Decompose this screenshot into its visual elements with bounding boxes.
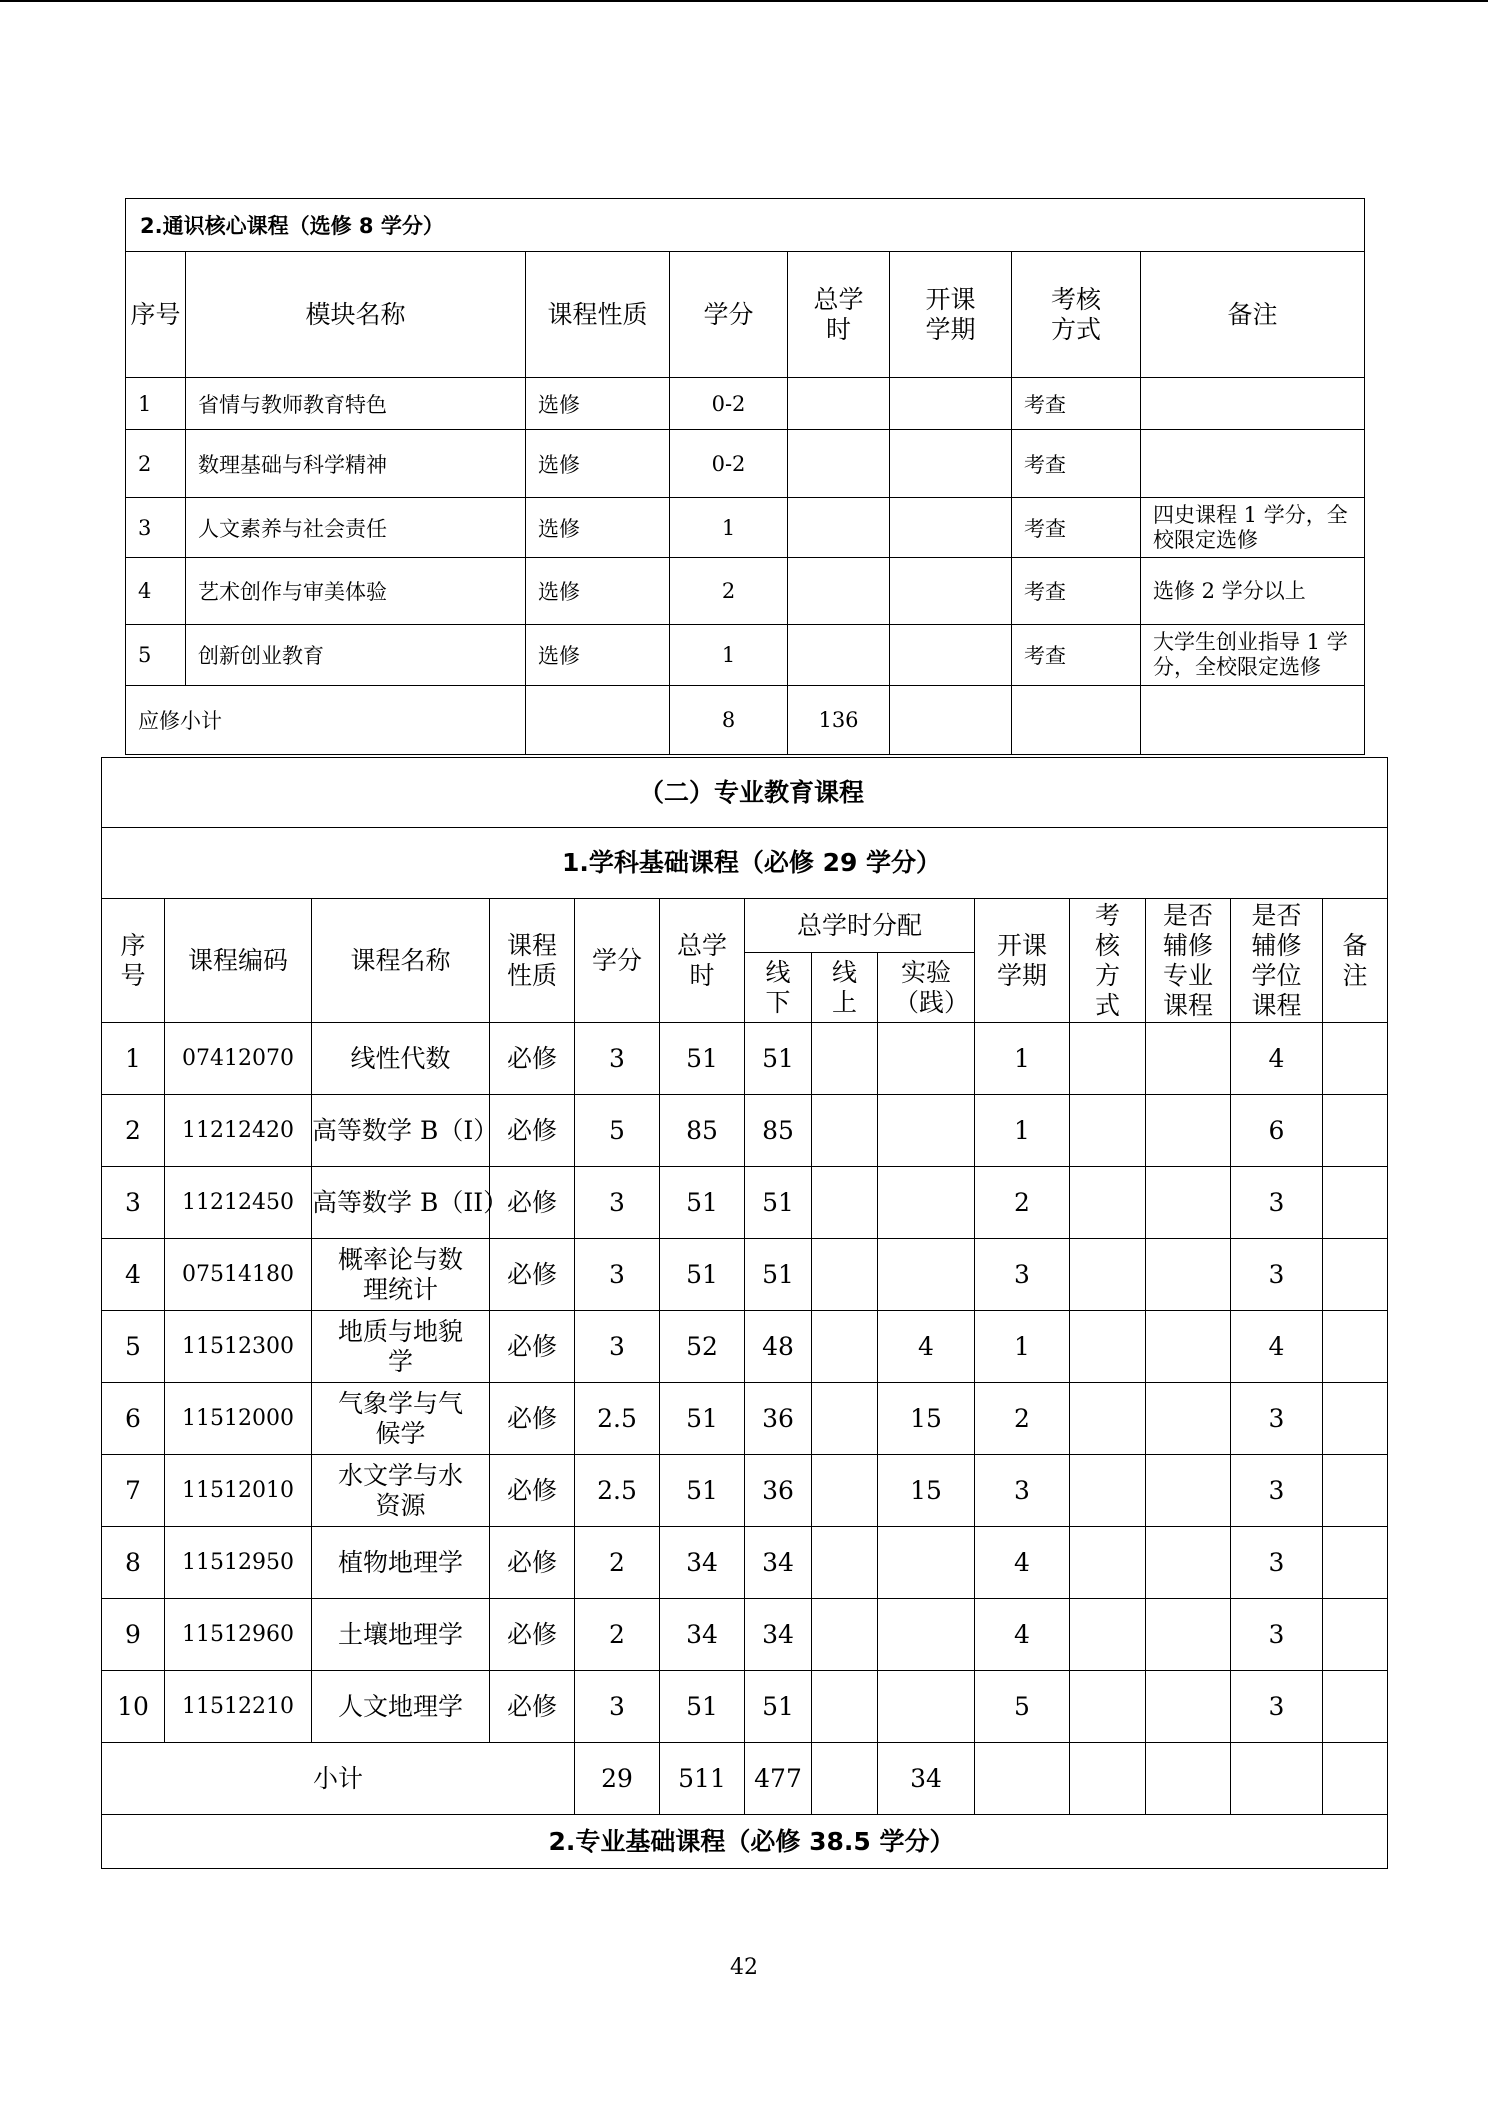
header-cell: 线上 xyxy=(812,953,878,1023)
cell-type: 必修 xyxy=(490,1671,575,1743)
cell-exam xyxy=(1070,1383,1146,1455)
cell-online xyxy=(812,1527,878,1599)
cell-hours xyxy=(788,378,890,430)
cell-exam xyxy=(1070,1455,1146,1527)
cell-name: 艺术创作与审美体验 xyxy=(186,558,526,625)
cell-online xyxy=(812,1671,878,1743)
subtotal-online xyxy=(812,1743,878,1815)
cell-offline: 51 xyxy=(745,1167,812,1239)
cell-minor-major xyxy=(1146,1023,1231,1095)
cell-hours: 52 xyxy=(660,1311,745,1383)
cell-note xyxy=(1323,1599,1388,1671)
cell-credit: 0-2 xyxy=(670,378,788,430)
header-cell: 序号 xyxy=(102,899,165,1023)
cell-term: 2 xyxy=(975,1383,1070,1455)
cell-exam: 考查 xyxy=(1012,498,1141,558)
subtotal-offline: 477 xyxy=(745,1743,812,1815)
cell-name: 植物地理学 xyxy=(312,1527,490,1599)
cell-term xyxy=(890,558,1012,625)
cell-no: 5 xyxy=(126,625,186,686)
cell-note xyxy=(1323,1455,1388,1527)
cell-note xyxy=(1323,1527,1388,1599)
cell-exam xyxy=(1070,1239,1146,1311)
cell-term: 3 xyxy=(975,1455,1070,1527)
cell-name: 高等数学 B（I） xyxy=(312,1095,490,1167)
cell-exam xyxy=(1070,1167,1146,1239)
cell-lab: 15 xyxy=(878,1383,975,1455)
cell-no: 4 xyxy=(126,558,186,625)
cell-credit: 2 xyxy=(670,558,788,625)
cell-no: 10 xyxy=(102,1671,165,1743)
cell-minor-major xyxy=(1146,1311,1231,1383)
cell-online xyxy=(812,1383,878,1455)
cell-exam xyxy=(1012,686,1141,755)
cell-exam xyxy=(1070,1671,1146,1743)
cell-name: 线性代数 xyxy=(312,1023,490,1095)
cell-term: 1 xyxy=(975,1311,1070,1383)
cell-minor-major xyxy=(1146,1743,1231,1815)
table-row xyxy=(102,1023,1388,1095)
cell-offline: 85 xyxy=(745,1095,812,1167)
cell-no: 3 xyxy=(126,498,186,558)
cell-exam: 考查 xyxy=(1012,430,1141,498)
section-title: （二）专业教育课程 xyxy=(102,758,1388,828)
header-cell: 课程性质 xyxy=(526,252,670,378)
professional-courses-table xyxy=(101,757,1388,1869)
cell-note: 大学生创业指导 1 学分，全校限定选修 xyxy=(1141,625,1365,686)
cell-term: 1 xyxy=(975,1023,1070,1095)
cell-online xyxy=(812,1599,878,1671)
cell-minor-major xyxy=(1146,1239,1231,1311)
subtotal-hours: 511 xyxy=(660,1743,745,1815)
cell-credit: 5 xyxy=(575,1095,660,1167)
cell-term xyxy=(975,1743,1070,1815)
cell-code: 11512300 xyxy=(165,1311,312,1383)
header-cell: 备注 xyxy=(1141,252,1365,378)
cell-name: 创新创业教育 xyxy=(186,625,526,686)
cell-type: 必修 xyxy=(490,1311,575,1383)
table-row xyxy=(102,1455,1388,1527)
subtotal-row xyxy=(102,1743,1388,1815)
cell-no: 2 xyxy=(126,430,186,498)
cell-name: 高等数学 B（II） xyxy=(312,1167,490,1239)
cell-lab xyxy=(878,1023,975,1095)
cell-online xyxy=(812,1095,878,1167)
subsection-title: 1.学科基础课程（必修 29 学分） xyxy=(102,828,1388,899)
header-cell: 备注 xyxy=(1323,899,1388,1023)
table-row xyxy=(102,1383,1388,1455)
cell-hours xyxy=(788,498,890,558)
cell-type: 选修 xyxy=(526,625,670,686)
subtotal-label: 小计 xyxy=(102,1743,575,1815)
cell-note xyxy=(1323,1023,1388,1095)
cell-credit: 3 xyxy=(575,1023,660,1095)
cell-lab xyxy=(878,1167,975,1239)
cell-hours: 34 xyxy=(660,1599,745,1671)
cell-code: 11512210 xyxy=(165,1671,312,1743)
cell-term: 1 xyxy=(975,1095,1070,1167)
cell-lab xyxy=(878,1095,975,1167)
cell-note xyxy=(1323,1743,1388,1815)
cell-minor-degree: 3 xyxy=(1231,1671,1323,1743)
subtotal-credit: 29 xyxy=(575,1743,660,1815)
cell-name: 人文地理学 xyxy=(312,1671,490,1743)
header-cell: 课程性质 xyxy=(490,899,575,1023)
header-cell: 学分 xyxy=(575,899,660,1023)
cell-hours: 51 xyxy=(660,1239,745,1311)
cell-code: 11212450 xyxy=(165,1167,312,1239)
table-header-row xyxy=(126,252,1365,378)
cell-no: 4 xyxy=(102,1239,165,1311)
cell-code: 11512000 xyxy=(165,1383,312,1455)
cell-name: 概率论与数理统计 xyxy=(312,1239,490,1311)
header-cell: 课程编码 xyxy=(165,899,312,1023)
cell-online xyxy=(812,1023,878,1095)
header-cell: 总学时 xyxy=(660,899,745,1023)
cell-note xyxy=(1323,1671,1388,1743)
cell-credit: 3 xyxy=(575,1671,660,1743)
cell-note xyxy=(1323,1239,1388,1311)
cell-type: 必修 xyxy=(490,1023,575,1095)
cell-code: 11512010 xyxy=(165,1455,312,1527)
cell-offline: 48 xyxy=(745,1311,812,1383)
cell-term xyxy=(890,686,1012,755)
cell-hours: 51 xyxy=(660,1383,745,1455)
cell-credit: 2 xyxy=(575,1599,660,1671)
cell-hours: 51 xyxy=(660,1671,745,1743)
cell-name: 数理基础与科学精神 xyxy=(186,430,526,498)
cell-exam: 考查 xyxy=(1012,558,1141,625)
cell-hours: 51 xyxy=(660,1023,745,1095)
cell-note xyxy=(1323,1311,1388,1383)
cell-no: 8 xyxy=(102,1527,165,1599)
cell-lab xyxy=(878,1599,975,1671)
cell-note xyxy=(1323,1167,1388,1239)
cell-minor-degree xyxy=(1231,1743,1323,1815)
cell-hours: 85 xyxy=(660,1095,745,1167)
header-cell: 考核方式 xyxy=(1070,899,1146,1023)
header-cell: 总学时 xyxy=(788,252,890,378)
cell-lab: 4 xyxy=(878,1311,975,1383)
page-number: 42 xyxy=(730,1955,758,1980)
header-cell: 考核方式 xyxy=(1012,252,1141,378)
cell-exam xyxy=(1070,1743,1146,1815)
cell-term xyxy=(890,378,1012,430)
cell-term: 3 xyxy=(975,1239,1070,1311)
cell-credit: 3 xyxy=(575,1167,660,1239)
table-row xyxy=(126,430,1365,498)
cell-hours: 51 xyxy=(660,1455,745,1527)
cell-credit: 3 xyxy=(575,1239,660,1311)
header-cell: 线下 xyxy=(745,953,812,1023)
cell-note xyxy=(1141,686,1365,755)
table-row xyxy=(102,1095,1388,1167)
cell-type: 选修 xyxy=(526,558,670,625)
cell-minor-major xyxy=(1146,1527,1231,1599)
cell-note: 选修 2 学分以上 xyxy=(1141,558,1365,625)
cell-minor-major xyxy=(1146,1599,1231,1671)
cell-type: 选修 xyxy=(526,378,670,430)
cell-offline: 36 xyxy=(745,1383,812,1455)
cell-type: 必修 xyxy=(490,1455,575,1527)
header-cell: 是否辅修学位课程 xyxy=(1231,899,1323,1023)
page-top-border xyxy=(0,0,1488,2)
table-row xyxy=(102,1167,1388,1239)
subtotal-hours: 136 xyxy=(788,686,890,755)
cell-hours: 34 xyxy=(660,1527,745,1599)
cell-note xyxy=(1323,1095,1388,1167)
cell-minor-degree: 3 xyxy=(1231,1455,1323,1527)
cell-type: 必修 xyxy=(490,1167,575,1239)
cell-exam xyxy=(1070,1599,1146,1671)
cell-offline: 34 xyxy=(745,1599,812,1671)
cell-minor-degree: 3 xyxy=(1231,1239,1323,1311)
cell-note xyxy=(1141,378,1365,430)
cell-note xyxy=(1141,430,1365,498)
cell-exam xyxy=(1070,1023,1146,1095)
cell-exam: 考查 xyxy=(1012,625,1141,686)
cell-no: 1 xyxy=(102,1023,165,1095)
cell-no: 2 xyxy=(102,1095,165,1167)
cell-term xyxy=(890,625,1012,686)
cell-minor-degree: 4 xyxy=(1231,1023,1323,1095)
cell-hours xyxy=(788,430,890,498)
cell-exam xyxy=(1070,1095,1146,1167)
cell-code: 11512950 xyxy=(165,1527,312,1599)
cell-name: 省情与教师教育特色 xyxy=(186,378,526,430)
cell-code: 11212420 xyxy=(165,1095,312,1167)
cell-term: 4 xyxy=(975,1527,1070,1599)
cell-minor-major xyxy=(1146,1383,1231,1455)
cell-online xyxy=(812,1311,878,1383)
cell-credit: 3 xyxy=(575,1311,660,1383)
cell-lab xyxy=(878,1671,975,1743)
table-header-row xyxy=(102,899,1388,953)
header-cell: 课程名称 xyxy=(312,899,490,1023)
cell-minor-degree: 3 xyxy=(1231,1167,1323,1239)
subtotal-lab: 34 xyxy=(878,1743,975,1815)
cell-offline: 34 xyxy=(745,1527,812,1599)
table-row xyxy=(102,1311,1388,1383)
table-row xyxy=(102,1527,1388,1599)
cell-name: 地质与地貌学 xyxy=(312,1311,490,1383)
cell-lab xyxy=(878,1239,975,1311)
cell-exam xyxy=(1070,1527,1146,1599)
cell-minor-degree: 6 xyxy=(1231,1095,1323,1167)
cell-hours xyxy=(788,625,890,686)
cell-minor-degree: 4 xyxy=(1231,1311,1323,1383)
cell-hours: 51 xyxy=(660,1167,745,1239)
cell-term: 5 xyxy=(975,1671,1070,1743)
cell-type xyxy=(526,686,670,755)
cell-no: 6 xyxy=(102,1383,165,1455)
cell-offline: 51 xyxy=(745,1671,812,1743)
cell-type: 必修 xyxy=(490,1239,575,1311)
cell-minor-major xyxy=(1146,1095,1231,1167)
cell-name: 人文素养与社会责任 xyxy=(186,498,526,558)
section-title: 2.通识核心课程（选修 8 学分） xyxy=(126,199,1365,252)
cell-exam xyxy=(1070,1311,1146,1383)
header-cell: 开课学期 xyxy=(975,899,1070,1023)
cell-minor-major xyxy=(1146,1167,1231,1239)
cell-online xyxy=(812,1455,878,1527)
cell-online xyxy=(812,1167,878,1239)
table-row xyxy=(126,498,1365,558)
next-section-title: 2.专业基础课程（必修 38.5 学分） xyxy=(102,1815,1388,1869)
cell-credit: 2.5 xyxy=(575,1383,660,1455)
cell-type: 必修 xyxy=(490,1527,575,1599)
cell-minor-degree: 3 xyxy=(1231,1599,1323,1671)
header-cell: 学分 xyxy=(670,252,788,378)
header-cell: 总学时分配 xyxy=(745,899,975,953)
cell-no: 5 xyxy=(102,1311,165,1383)
cell-note: 四史课程 1 学分，全校限定选修 xyxy=(1141,498,1365,558)
cell-minor-major xyxy=(1146,1455,1231,1527)
cell-no: 7 xyxy=(102,1455,165,1527)
table-row xyxy=(126,625,1365,686)
cell-type: 必修 xyxy=(490,1599,575,1671)
general-core-courses-table xyxy=(125,198,1365,755)
cell-credit: 2 xyxy=(575,1527,660,1599)
cell-type: 选修 xyxy=(526,430,670,498)
cell-note xyxy=(1323,1383,1388,1455)
table-row xyxy=(126,558,1365,625)
cell-term: 2 xyxy=(975,1167,1070,1239)
cell-credit: 1 xyxy=(670,625,788,686)
cell-no: 1 xyxy=(126,378,186,430)
cell-code: 11512960 xyxy=(165,1599,312,1671)
cell-code: 07514180 xyxy=(165,1239,312,1311)
cell-exam: 考查 xyxy=(1012,378,1141,430)
cell-online xyxy=(812,1239,878,1311)
cell-minor-major xyxy=(1146,1671,1231,1743)
cell-term xyxy=(890,498,1012,558)
cell-type: 选修 xyxy=(526,498,670,558)
subtotal-credit: 8 xyxy=(670,686,788,755)
cell-offline: 36 xyxy=(745,1455,812,1527)
subtotal-label: 应修小计 xyxy=(126,686,526,755)
table-row xyxy=(102,1599,1388,1671)
cell-name: 气象学与气候学 xyxy=(312,1383,490,1455)
header-cell: 实验（践） xyxy=(878,953,975,1023)
cell-minor-degree: 3 xyxy=(1231,1527,1323,1599)
cell-lab: 15 xyxy=(878,1455,975,1527)
cell-minor-degree: 3 xyxy=(1231,1383,1323,1455)
cell-credit: 1 xyxy=(670,498,788,558)
header-cell: 是否辅修专业课程 xyxy=(1146,899,1231,1023)
cell-credit: 0-2 xyxy=(670,430,788,498)
cell-type: 必修 xyxy=(490,1095,575,1167)
cell-offline: 51 xyxy=(745,1239,812,1311)
cell-name: 水文学与水资源 xyxy=(312,1455,490,1527)
cell-term xyxy=(890,430,1012,498)
cell-no: 3 xyxy=(102,1167,165,1239)
cell-type: 必修 xyxy=(490,1383,575,1455)
cell-credit: 2.5 xyxy=(575,1455,660,1527)
header-cell: 序号 xyxy=(126,252,186,378)
cell-offline: 51 xyxy=(745,1023,812,1095)
cell-hours xyxy=(788,558,890,625)
cell-code: 07412070 xyxy=(165,1023,312,1095)
cell-term: 4 xyxy=(975,1599,1070,1671)
cell-name: 土壤地理学 xyxy=(312,1599,490,1671)
cell-no: 9 xyxy=(102,1599,165,1671)
table-row xyxy=(102,1671,1388,1743)
cell-lab xyxy=(878,1527,975,1599)
header-cell: 开课学期 xyxy=(890,252,1012,378)
table-row xyxy=(126,378,1365,430)
table-row xyxy=(102,1239,1388,1311)
header-cell: 模块名称 xyxy=(186,252,526,378)
subtotal-row xyxy=(126,686,1365,755)
